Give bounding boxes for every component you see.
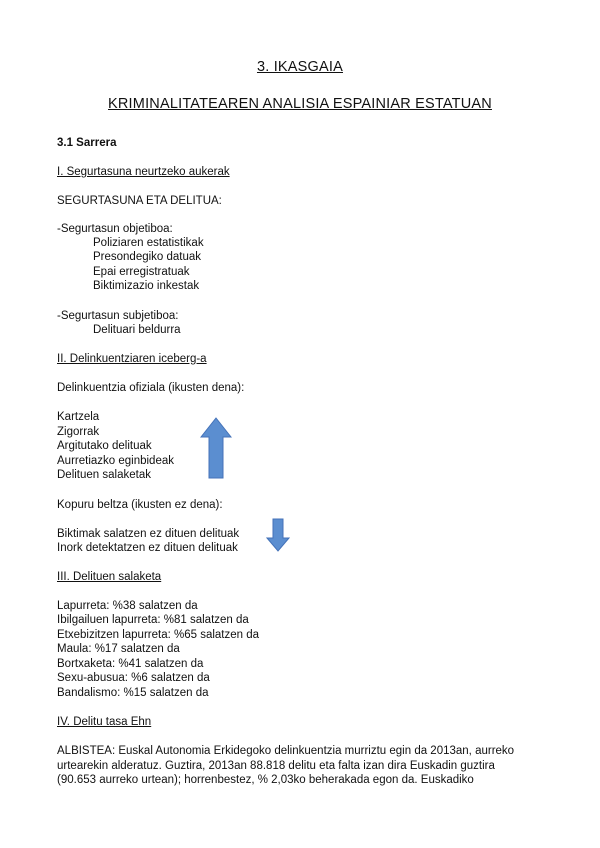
objective-security-label: -Segurtasun objetiboa: bbox=[57, 223, 173, 235]
section-heading-iceberg: II. Delinkuentziaren iceberg-a bbox=[57, 353, 207, 365]
lesson-title: 3. IKASGAIA bbox=[256, 59, 343, 75]
list-item: Maula: %17 salatzen da bbox=[57, 643, 180, 655]
list-item: Epai erregistratuak bbox=[93, 266, 190, 278]
section-heading-segurtasuna: I. Segurtasuna neurtzeko aukerak bbox=[57, 166, 230, 178]
list-item: Delituen salaketak bbox=[57, 469, 151, 481]
paragraph-line: ALBISTEA: Euskal Autonomia Erkidegoko delinkuentzia murriztu egin da 2013an, aurreko bbox=[57, 745, 515, 757]
list-item: Presondegiko datuak bbox=[93, 251, 202, 263]
list-item: Ibilgailuen lapurreta: %81 salatzen da bbox=[57, 614, 249, 626]
section-heading-delitu-tasa: IV. Delitu tasa Ehn bbox=[57, 716, 152, 728]
list-item: Bortxaketa: %41 salatzen da bbox=[57, 658, 204, 670]
arrow-down-icon bbox=[266, 518, 290, 552]
list-item: Delituari beldurra bbox=[93, 324, 181, 336]
list-item: Kartzela bbox=[57, 411, 100, 423]
lesson-subtitle: KRIMINALITATEAREN ANALISIA ESPAINIAR ESTATUAN bbox=[108, 96, 492, 112]
black-figure-label: Kopuru beltza (ikusten ez dena): bbox=[57, 499, 223, 511]
list-item: Poliziaren estatistikak bbox=[93, 237, 204, 249]
list-item: Sexu-abusua: %6 salatzen da bbox=[57, 672, 210, 684]
list-item: Etxebizitzen lapurreta: %65 salatzen da bbox=[57, 629, 260, 641]
section-heading-salaketa: III. Delituen salaketa bbox=[57, 571, 162, 583]
list-item: Zigorrak bbox=[57, 426, 100, 438]
arrow-up-icon bbox=[200, 417, 232, 479]
section-heading-sarrera: 3.1 Sarrera bbox=[57, 137, 117, 149]
paragraph-line: (90.653 aurreko urtean); horrenbestez, % 2,03ko beherakada egon da. Euskadiko bbox=[57, 774, 474, 786]
list-item: Biktimizazio inkestak bbox=[93, 280, 200, 292]
list-item: Biktimak salatzen ez dituen delituak bbox=[57, 528, 240, 540]
list-item: Lapurreta: %38 salatzen da bbox=[57, 600, 198, 612]
list-item: Argitutako delituak bbox=[57, 440, 152, 452]
segurtasuna-delitua-label: SEGURTASUNA ETA DELITUA: bbox=[57, 195, 222, 207]
list-item: Aurretiazko eginbideak bbox=[57, 455, 174, 467]
list-item: Inork detektatzen ez dituen delituak bbox=[57, 542, 238, 554]
list-item: Bandalismo: %15 salatzen da bbox=[57, 687, 209, 699]
official-delinquency-label: Delinkuentzia ofiziala (ikusten dena): bbox=[57, 382, 245, 394]
subjective-security-label: -Segurtasun subjetiboa: bbox=[57, 310, 179, 322]
paragraph-line: urtearekin alderatuz. Guztira, 2013an 88.818 delitu eta falta izan dira Euskadin guztira bbox=[57, 760, 495, 772]
